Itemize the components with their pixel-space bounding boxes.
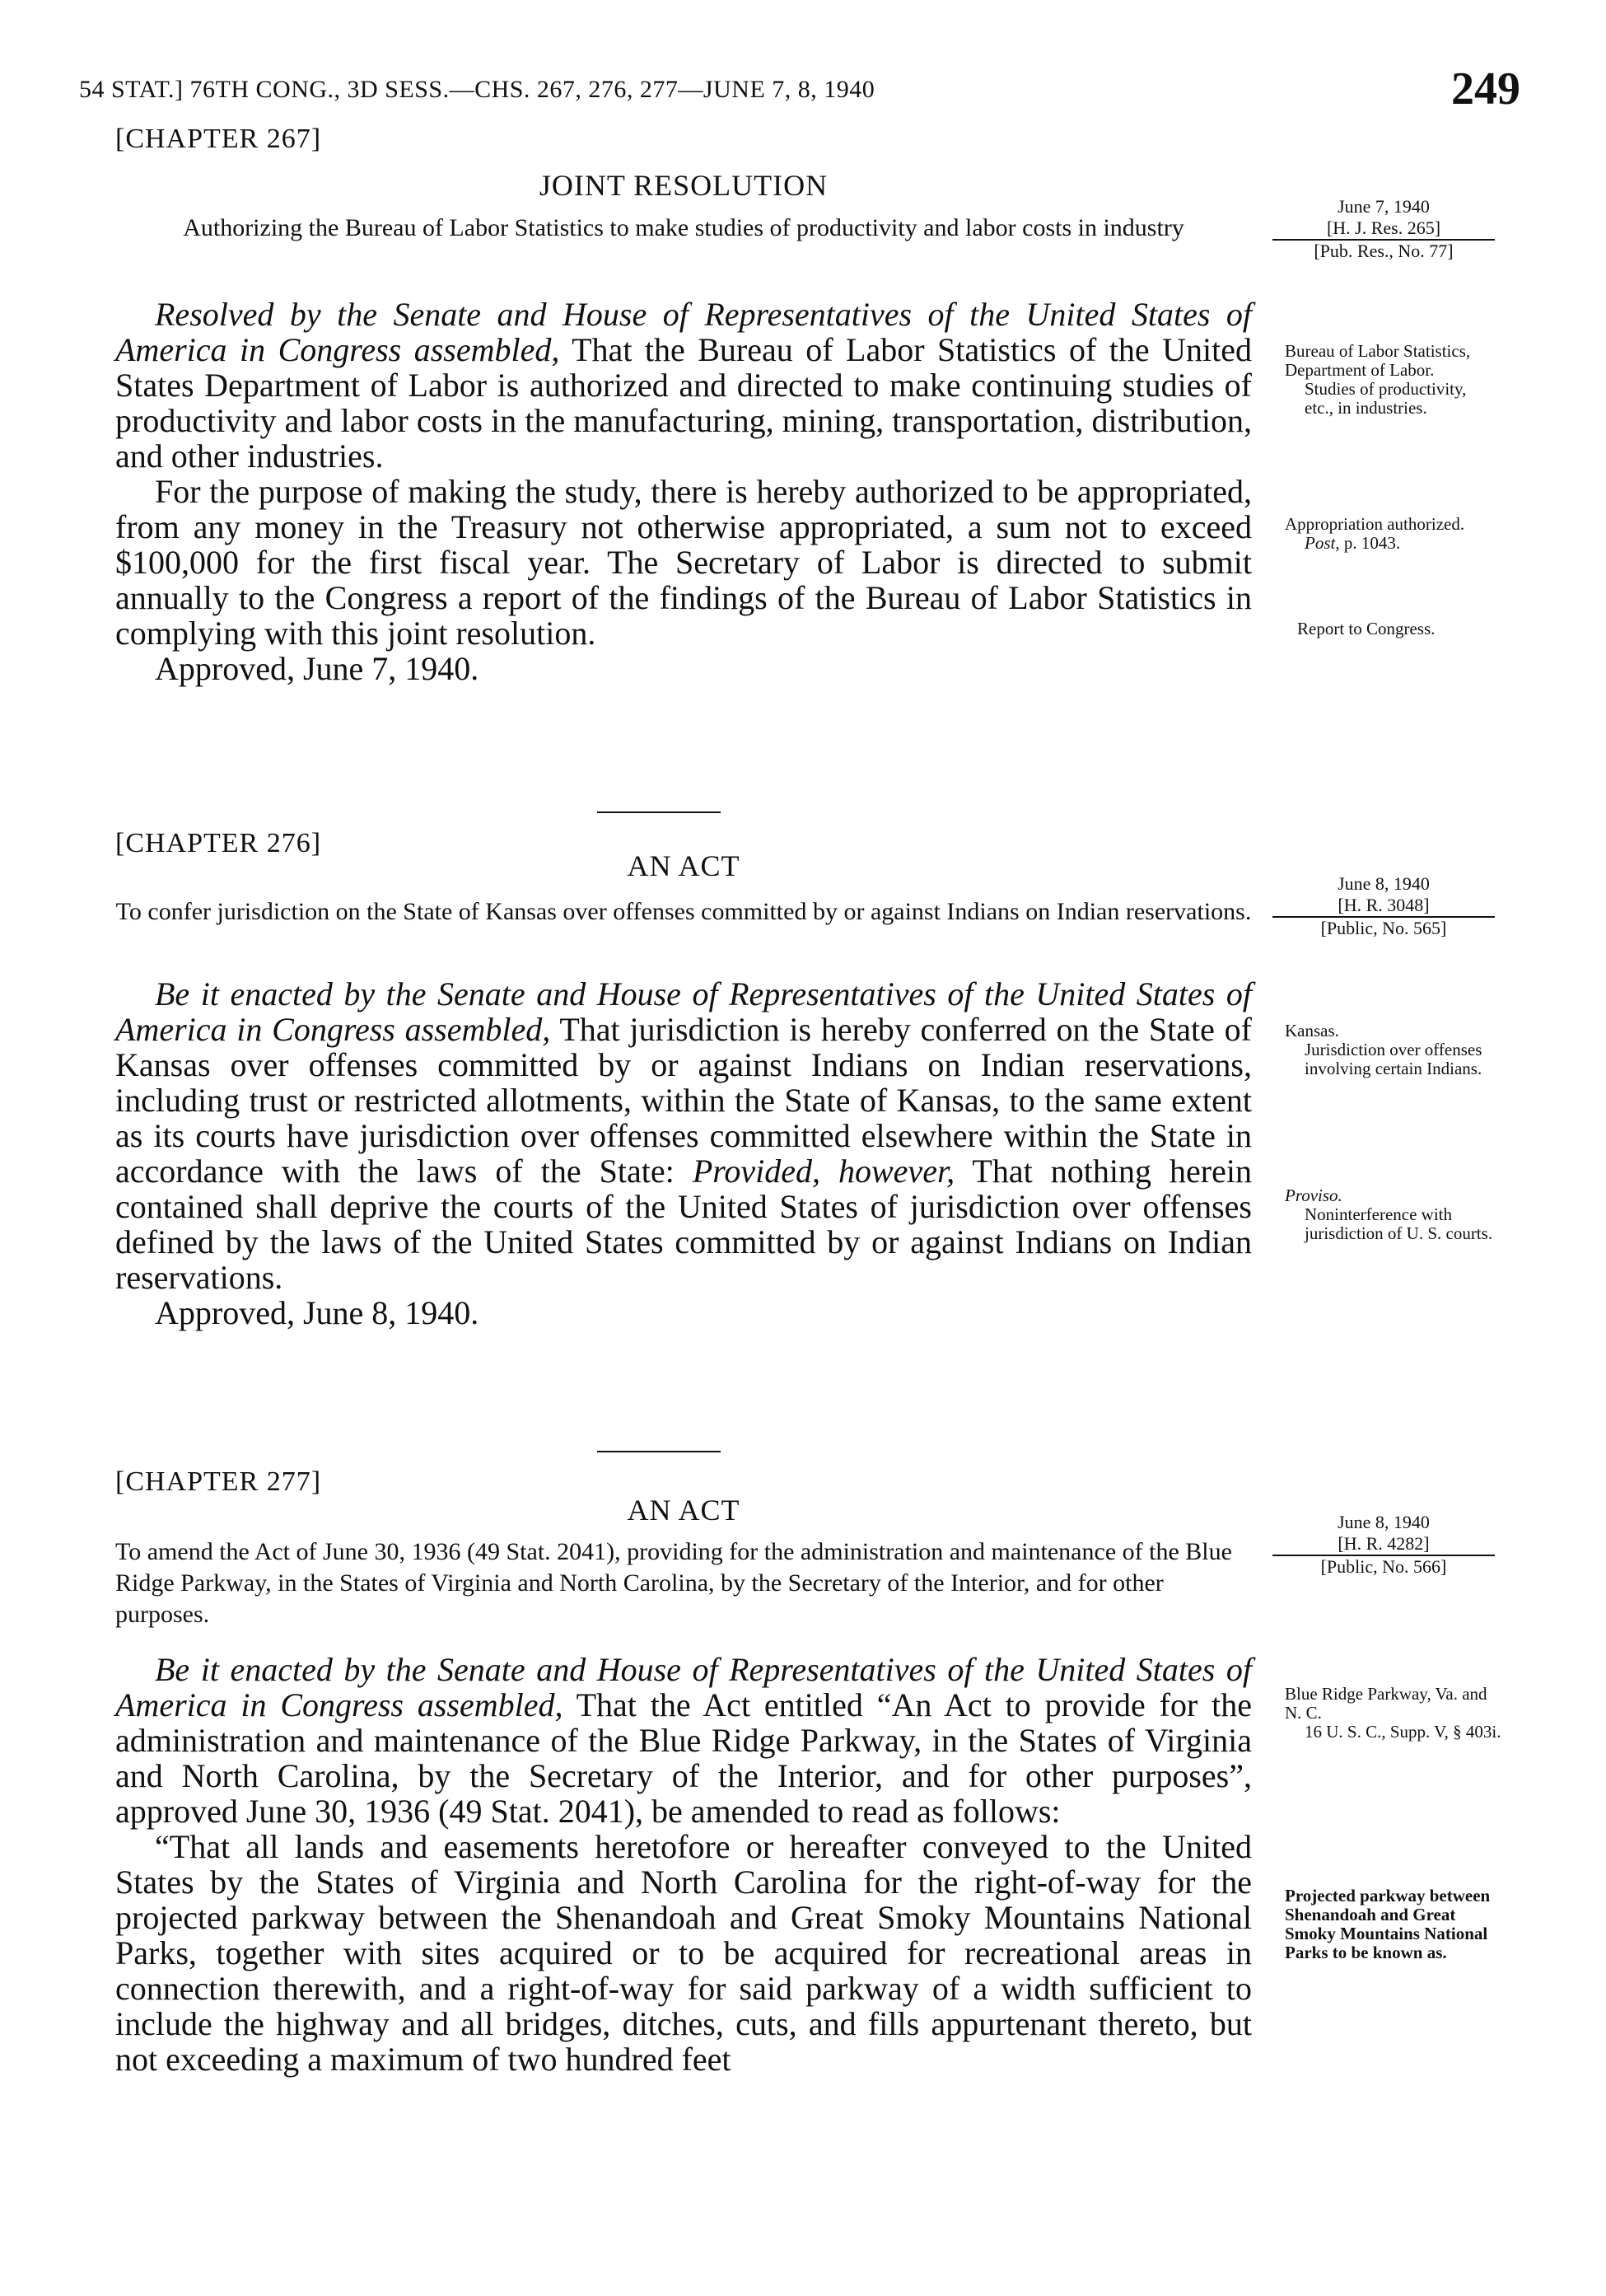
chapter-267-heading: [CHAPTER 267] bbox=[115, 124, 322, 154]
margin-note-report: Report to Congress. bbox=[1297, 619, 1436, 638]
side-pub: [Public, No. 565] bbox=[1320, 918, 1447, 938]
margin-note-text: p. 1043. bbox=[1339, 533, 1401, 553]
side-bill: [H. R. 4282] bbox=[1272, 1533, 1495, 1556]
chapter-267-side-ref bbox=[1272, 196, 1495, 262]
chapter-277-paragraph-1 bbox=[115, 1652, 1252, 1829]
chapter-267-approved: Approved, June 7, 1940. bbox=[155, 650, 479, 687]
chapter-277-type: AN ACT bbox=[627, 1494, 740, 1527]
margin-note-kansas bbox=[1285, 1022, 1503, 1078]
chapter-277-paragraph-2: “That all lands and easements heretofore or hereafter conveyed to the United States by the States of Virginia and North Carolina for the right-of-way for the projected parkway between the Shenandoah and Great Smoky Mountains National Parks, together with sites acquired or to be acquired for recreational areas in connection therewith, and a right-of-way for said parkway of a width sufficient to include the highway and all bridges, ditches, cuts, and fills appurtenant thereto, but not exceeding a maximum of two hundred feet bbox=[115, 1828, 1252, 2078]
margin-note-text: Kansas. bbox=[1285, 1021, 1339, 1040]
margin-note-text: Jurisdiction over offenses involving certain Indians. bbox=[1305, 1040, 1482, 1078]
margin-note-text: Noninterference with jurisdiction of U. S. courts. bbox=[1305, 1204, 1493, 1243]
paragraph-text: That jurisdiction is hereby conferred on the State of Kansas over offenses committed by or against Indians on Indian reservations, including trust or restricted allotments, within the State of Kansas, to the same extent as its courts have jurisdiction over offenses committed elsewhere within the State in accordance with the laws of the State: bbox=[115, 1011, 1252, 1190]
section-divider bbox=[597, 1451, 721, 1452]
chapter-276-paragraph-1 bbox=[115, 976, 1252, 1295]
side-pub: [Pub. Res., No. 77] bbox=[1314, 241, 1454, 261]
margin-note-text: Appropriation authorized. bbox=[1285, 514, 1465, 534]
side-bill: [H. J. Res. 265] bbox=[1272, 217, 1495, 241]
side-date: June 8, 1940 bbox=[1338, 873, 1430, 894]
margin-note-text: 16 U. S. C., Supp. V, § 403i. bbox=[1305, 1722, 1501, 1742]
margin-note-projected-parkway: Projected parkway between Shenandoah and Great Smoky Mountains National Parks to be known as. bbox=[1285, 1886, 1491, 1962]
paragraph-text: That nothing herein contained shall deprive the courts of the United States of jurisdiction over offenses defined by the laws of the United States committed by or against Indians on Indian reservations. bbox=[115, 1153, 1252, 1296]
side-date: June 8, 1940 bbox=[1338, 1512, 1430, 1532]
chapter-276-heading: [CHAPTER 276] bbox=[115, 828, 322, 858]
chapter-276-body bbox=[115, 976, 1252, 1330]
proviso-text: Provided, however, bbox=[692, 1153, 955, 1190]
page-number: 249 bbox=[1451, 63, 1520, 115]
side-date: June 7, 1940 bbox=[1338, 196, 1430, 217]
margin-note-text: Proviso. bbox=[1285, 1185, 1342, 1205]
chapter-276-side-ref bbox=[1272, 873, 1495, 939]
margin-note-text: Bureau of Labor Statistics, Department of Labor. bbox=[1285, 341, 1471, 380]
margin-note-text: Post, bbox=[1305, 533, 1340, 553]
chapter-276-purpose: To confer jurisdiction on the State of Kansas over offenses committed by or against Indians on Indian reservations. bbox=[115, 898, 1252, 925]
chapter-277-body bbox=[115, 1652, 1252, 2077]
chapter-267-body bbox=[115, 297, 1252, 686]
margin-note-blue-ridge bbox=[1285, 1685, 1503, 1742]
chapter-276-type: AN ACT bbox=[627, 849, 740, 882]
enacting-clause: Resolved by the Senate and House of Representatives of the United States of America in Congress assembled, bbox=[115, 296, 1252, 368]
paragraph-text: That the Bureau of Labor Statistics of the United States Department of Labor is authorized and directed to make continuing studies of productivity and labor costs in the manufacturing, mining, transportation, distribution, and other industries. bbox=[115, 331, 1252, 475]
side-pub: [Public, No. 566] bbox=[1320, 1556, 1447, 1577]
margin-note-appropriation bbox=[1285, 515, 1499, 553]
margin-note-bls bbox=[1285, 342, 1499, 418]
margin-note-text: Blue Ridge Parkway, Va. and N. C. bbox=[1285, 1684, 1487, 1723]
chapter-277-purpose: To amend the Act of June 30, 1936 (49 Stat. 2041), providing for the administration and maintenance of the Blue Ridge Parkway, in the States of Virginia and North Carolina, by the Secretary of the Interior, and for other purposes. bbox=[115, 1538, 1232, 1628]
chapter-277-heading: [CHAPTER 277] bbox=[115, 1466, 322, 1497]
paragraph-text: That the Act entitled “An Act to provide for the administration and maintenance of the Blue Ridge Parkway, in the States of Virginia and North Carolina, by the Secretary of the Interior, and for other purposes”, approved June 30, 1936 (49 Stat. 2041), be amended to read as follows: bbox=[115, 1686, 1252, 1830]
enacting-clause: Be it enacted by the Senate and House of Representatives of the United States of America in Congress assembled, bbox=[115, 1651, 1252, 1723]
chapter-267-type: JOINT RESOLUTION bbox=[539, 169, 829, 202]
side-bill: [H. R. 3048] bbox=[1272, 895, 1495, 918]
running-head: 54 STAT.] 76TH CONG., 3D SESS.—CHS. 267, 276, 277—JUNE 7, 8, 1940 bbox=[79, 76, 875, 103]
chapter-267-paragraph-2: For the purpose of making the study, there is hereby authorized to be appropriated, from any money in the Treasury not otherwise appropriated, a sum not to exceed $100,000 for the first fiscal year. The Secretary of Labor is directed to submit annually to the Congress a report of the findings of the Bureau of Labor Statistics in complying with this joint resolution. bbox=[115, 473, 1252, 652]
chapter-267-purpose: Authorizing the Bureau of Labor Statistics to make studies of productivity and labor costs in industry bbox=[183, 214, 1184, 241]
chapter-267-paragraph-1 bbox=[115, 297, 1252, 474]
section-divider bbox=[597, 811, 721, 813]
chapter-277-side-ref bbox=[1272, 1512, 1495, 1578]
chapter-276-approved: Approved, June 8, 1940. bbox=[155, 1294, 479, 1331]
margin-note-proviso bbox=[1285, 1186, 1503, 1243]
margin-note-text: Studies of productivity, etc., in industries. bbox=[1305, 379, 1467, 418]
enacting-clause: Be it enacted by the Senate and House of Representatives of the United States of America in Congress assembled, bbox=[115, 975, 1252, 1048]
